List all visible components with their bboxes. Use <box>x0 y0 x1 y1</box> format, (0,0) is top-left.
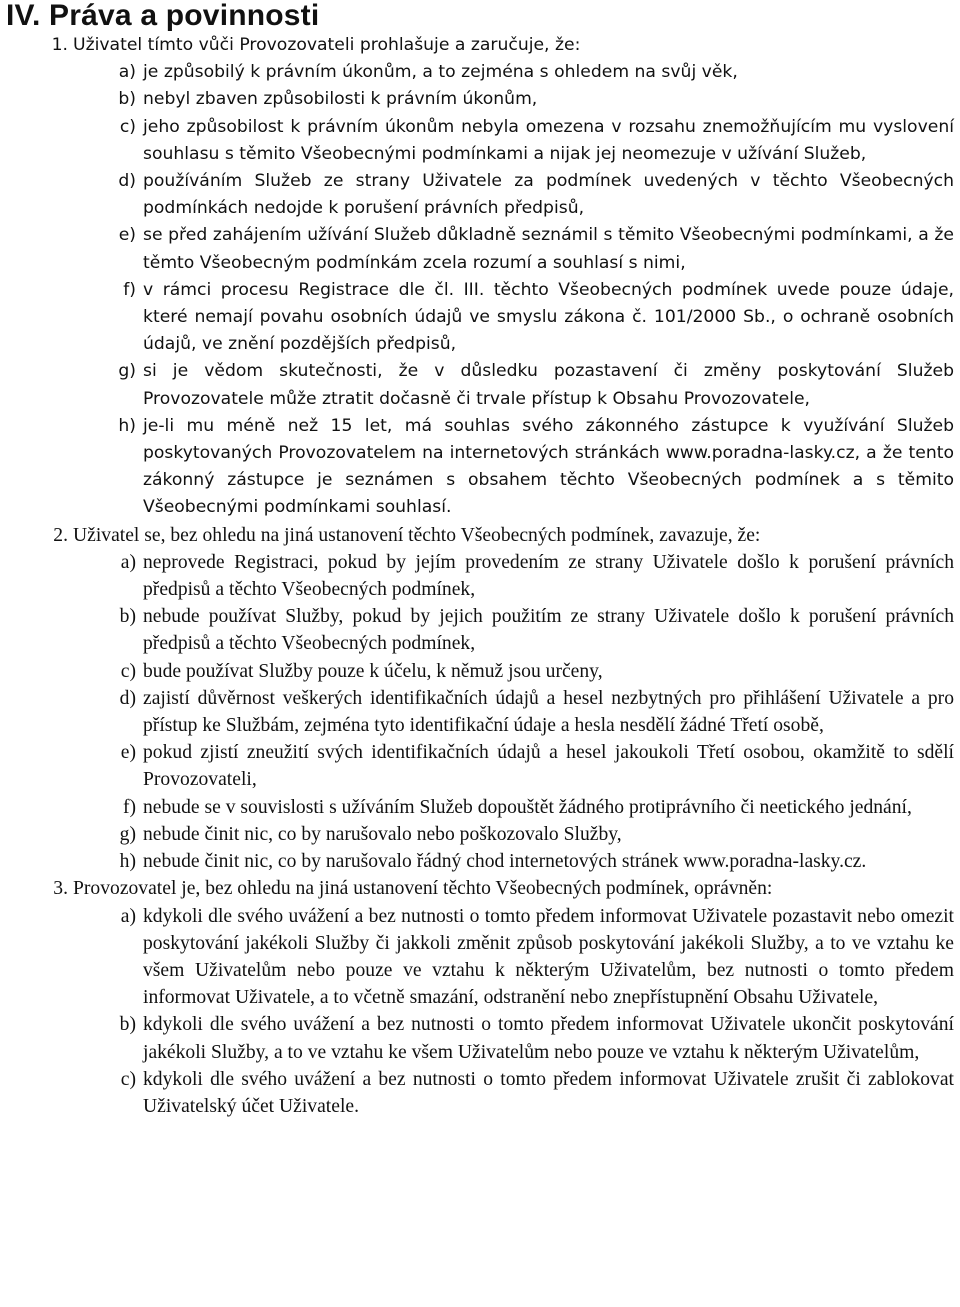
list-item <box>6 59 954 86</box>
item-text: v rámci procesu Registrace dle čl. III. těchto Všeobecných podmínek uvede pouze údaje, které nemají povahu osobních údajů ve smyslu zákona č. 101/2000 Sb., o ochraně osobních údajů, ve znění pozdějších předpisů, <box>143 279 954 355</box>
list-item <box>6 413 954 522</box>
item-text: kdykoli dle svého uvážení a bez nutnosti o tomto předem informovat Uživatele ukončit poskytování jakékoli Služby, a to ve vztahu ke všem Uživatelům nebo pouze ve vztahu k některým Uživatelům, <box>143 1014 954 1063</box>
item-text: nebude používat Služby, pokud by jejich použitím ze strany Uživatele došlo k porušení právních předpisů a těchto Všeobecných podmínek, <box>143 606 954 655</box>
list-item <box>6 903 954 1012</box>
list-item <box>6 658 954 685</box>
list-item <box>6 277 954 359</box>
item-letter: f) <box>122 796 136 818</box>
item-text: si je vědom skutečnosti, že v důsledku pozastavení či změny poskytování Služeb Provozovatele může ztratit dočasně či trvale přístup k Obsahu Provozovatele, <box>143 361 954 409</box>
item-letter: c) <box>120 1068 136 1090</box>
item-letter: a) <box>120 551 136 573</box>
item-text: se před zahájením užívání Služeb důkladně seznámil s těmito Všeobecnými podmínkami, a že těmto Všeobecným podmínkám zcela rozumí a souhlasí s nimi, <box>143 225 954 273</box>
item-letter: g) <box>119 823 136 845</box>
list-item <box>6 821 954 848</box>
item-letter: h) <box>119 851 136 873</box>
list-item <box>6 848 954 875</box>
section-heading <box>6 875 954 902</box>
item-letter: e) <box>120 742 136 764</box>
section-items <box>6 549 954 875</box>
list-item <box>6 86 954 113</box>
item-letter: e) <box>118 225 136 246</box>
section-heading <box>6 32 954 59</box>
section-heading <box>6 522 954 549</box>
list-item <box>6 358 954 412</box>
section-3 <box>6 875 954 1120</box>
list-item <box>6 549 954 603</box>
list-item <box>6 1011 954 1065</box>
item-text: kdykoli dle svého uvážení a bez nutnosti o tomto předem informovat Uživatele zrušit či zablokovat Uživatelský účet Uživatele. <box>143 1068 954 1117</box>
item-letter: c) <box>120 660 136 682</box>
item-letter: c) <box>119 116 136 137</box>
item-text: kdykoli dle svého uvážení a bez nutnosti o tomto předem informovat Uživatele pozastavit nebo omezit poskytování jakékoli Služby či jakkoli změnit způsob poskytování jakékoli Služby, a to ve vztahu ke všem Uživatelům nebo pouze ve vztahu k některým Uživatelům, bez nutnosti o tomto předem informovat Uživatele, a to včetně smazání, odstranění nebo znepřístupnění Obsahu Uživatele, <box>143 905 954 1009</box>
section-1 <box>6 32 954 522</box>
page-title: IV. Práva a povinnosti <box>6 0 320 32</box>
item-letter: b) <box>118 89 136 110</box>
item-letter: b) <box>119 1014 136 1036</box>
list-item <box>6 222 954 276</box>
item-text: je způsobilý k právním úkonům, a to zejména s ohledem na svůj věk, <box>143 62 738 83</box>
item-text: nebude činit nic, co by narušovalo nebo poškozovalo Služby, <box>143 823 622 845</box>
item-letter: d) <box>118 171 136 192</box>
item-text: zajistí důvěrnost veškerých identifikačních údajů a hesel nezbytných pro přihlášení Uživatele a pro přístup ke Službám, zejména tyto identifikační údaje a hesla nesdělí žádné Třetí osobě, <box>143 687 954 737</box>
item-text: pokud zjistí zneužití svých identifikačních údajů a hesel jakoukoli Třetí osobou, okamžitě to sdělí Provozovateli, <box>143 742 954 791</box>
section-items <box>6 59 954 521</box>
section-text: Uživatel se, bez ohledu na jiná ustanovení těchto Všeobecných podmínek, zavazuje, že: <box>73 524 761 546</box>
item-text: používáním Služeb ze strany Uživatele za podmínek uvedených v těchto Všeobecných podmínkách nedojde k porušení právních předpisů, <box>143 171 954 219</box>
section-text: Provozovatel je, bez ohledu na jiná ustanovení těchto Všeobecných podmínek, oprávněn: <box>73 878 773 900</box>
list-item <box>6 168 954 222</box>
list-item <box>6 114 954 168</box>
list-item <box>6 739 954 793</box>
item-text: neprovede Registraci, pokud by jejím provedením ze strany Uživatele došlo k porušení právních předpisů a těchto Všeobecných podmínek, <box>143 551 954 601</box>
item-text: je-li mu méně než 15 let, má souhlas svého zákonného zástupce k využívání Služeb poskytovaných Provozovatelem na internetových stránkách www.poradna-lasky.cz, a že tento zákonný zástupce je seznámen s obsahem těchto Všeobecných podmínek a s těmito Všeobecnými podmínkami souhlasí. <box>143 415 954 518</box>
item-text: bude používat Služby pouze k účelu, k němuž jsou určeny, <box>143 660 603 682</box>
section-number: 2. <box>53 524 68 546</box>
list-item <box>6 603 954 657</box>
item-letter: a) <box>120 905 136 927</box>
section-number: 1. <box>51 35 68 55</box>
item-letter: d) <box>119 687 136 709</box>
list-item <box>6 1066 954 1120</box>
section-number: 3. <box>53 878 68 900</box>
list-item <box>6 794 954 821</box>
item-text: jeho způsobilost k právním úkonům nebyla omezena v rozsahu znemožňujícím mu vyslovení souhlasu s těmito Všeobecnými podmínkami a nijak jej neomezuje v užívání Služeb, <box>143 116 954 164</box>
item-letter: b) <box>119 606 136 628</box>
list-item <box>6 685 954 739</box>
item-text: nebude činit nic, co by narušovalo řádný chod internetových stránek www.poradna-lasky.cz. <box>143 851 867 873</box>
item-letter: h) <box>118 415 136 436</box>
sections-container <box>6 32 954 1120</box>
section-text: Uživatel tímto vůči Provozovateli prohlašuje a zaručuje, že: <box>73 35 581 55</box>
item-letter: g) <box>118 361 136 382</box>
item-letter: a) <box>118 62 136 83</box>
item-letter: f) <box>123 279 136 300</box>
section-items <box>6 903 954 1121</box>
section-2 <box>6 522 954 876</box>
item-text: nebyl zbaven způsobilosti k právním úkonům, <box>143 89 538 110</box>
item-text: nebude se v souvislosti s užíváním Služeb dopouštět žádného protiprávního či neetického jednání, <box>143 796 912 818</box>
